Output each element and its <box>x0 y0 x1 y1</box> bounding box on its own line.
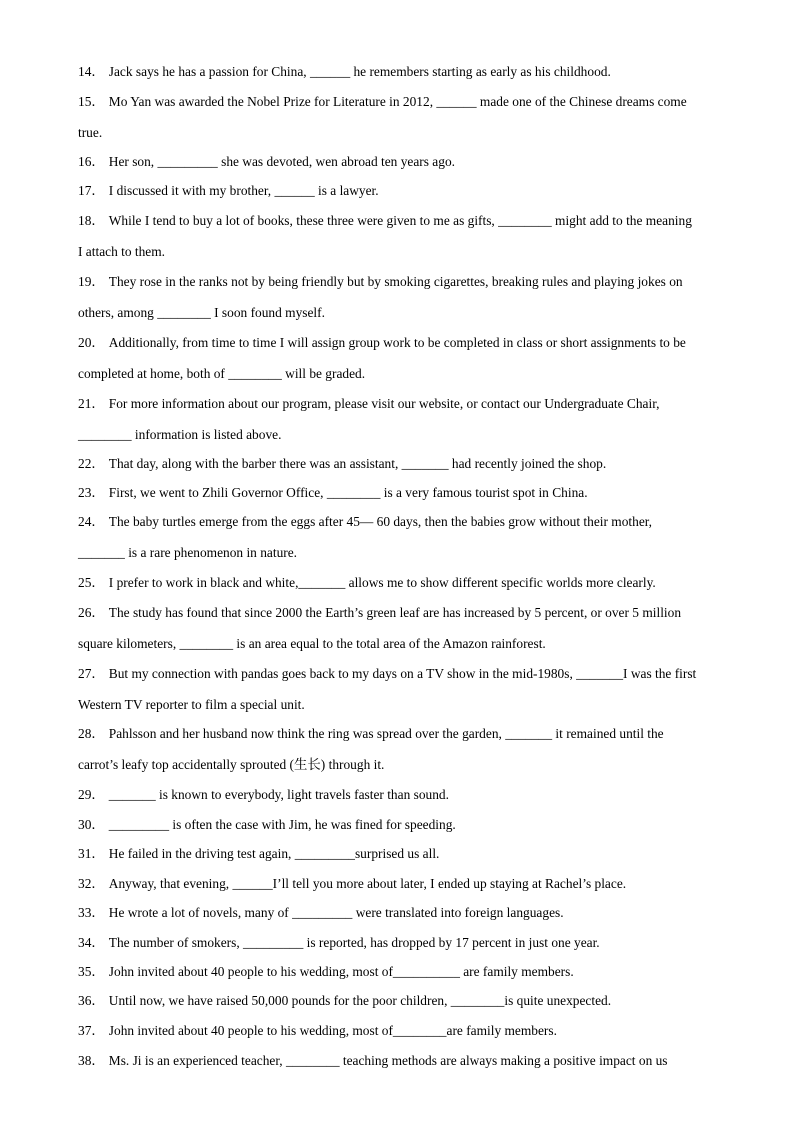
question-text: Pahlsson and her husband now think the ring was spread over the garden, _______ it remained until the <box>108 726 664 741</box>
question-text: Until now, we have raised 50,000 pounds for the poor children, ________is quite unexpected. <box>108 993 612 1008</box>
question-number: 36． <box>78 993 105 1008</box>
question-text: The study has found that since 2000 the Earth’s green leaf are has increased by 5 percent, or over 5 million <box>108 605 682 620</box>
question-line <box>78 846 738 862</box>
question-line <box>78 396 738 412</box>
question-line <box>78 514 738 530</box>
question-text: The number of smokers, _________ is reported, has dropped by 17 percent in just one year. <box>108 935 600 950</box>
question-text: ________ information is listed above. <box>78 427 282 442</box>
question-text: The baby turtles emerge from the eggs after 45— 60 days, then the babies grow without their mother, <box>108 514 653 529</box>
question-text: He wrote a lot of novels, many of _________ were translated into foreign languages. <box>108 905 564 920</box>
question-text: carrot’s leafy top accidentally sprouted (生长) through it. <box>78 757 385 772</box>
question-text: John invited about 40 people to his wedding, most of__________ are family members. <box>108 964 574 979</box>
question-number: 37． <box>78 1023 105 1038</box>
question-text: Mo Yan was awarded the Nobel Prize for Literature in 2012, ______ made one of the Chinese dreams come <box>108 94 687 109</box>
question-number: 31． <box>78 846 105 861</box>
question-text: Additionally, from time to time I will assign group work to be completed in class or short assignments to be <box>108 335 686 350</box>
question-line <box>78 154 738 170</box>
question-continuation-line <box>78 366 738 382</box>
question-line <box>78 485 738 501</box>
question-line <box>78 456 738 472</box>
question-number: 19． <box>78 274 105 289</box>
question-text: square kilometers, ________ is an area equal to the total area of the Amazon rainforest. <box>78 636 546 651</box>
question-number: 34． <box>78 935 105 950</box>
question-line <box>78 213 738 229</box>
question-number: 14． <box>78 64 105 79</box>
question-text: But my connection with pandas goes back to my days on a TV show in the mid-1980s, _______I was the first <box>108 666 697 681</box>
question-text: Anyway, that evening, ______I’ll tell you more about later, I ended up staying at Rachel’s place. <box>108 876 627 891</box>
question-line <box>78 605 738 621</box>
question-continuation-line <box>78 125 738 141</box>
question-line <box>78 817 738 833</box>
question-number: 25． <box>78 575 105 590</box>
question-number: 20． <box>78 335 105 350</box>
question-line <box>78 1053 738 1069</box>
question-line <box>78 993 738 1009</box>
question-line <box>78 726 738 742</box>
question-line <box>78 183 738 199</box>
question-line <box>78 787 738 803</box>
question-line <box>78 935 738 951</box>
question-text: _________ is often the case with Jim, he was fined for speeding. <box>108 817 456 832</box>
question-number: 30． <box>78 817 105 832</box>
question-number: 38． <box>78 1053 105 1068</box>
question-line <box>78 1023 738 1039</box>
question-continuation-line <box>78 545 738 561</box>
question-line <box>78 666 738 682</box>
question-line <box>78 905 738 921</box>
question-number: 16． <box>78 154 105 169</box>
question-text: I prefer to work in black and white,_______ allows me to show different specific worlds more clearly. <box>108 575 656 590</box>
question-continuation-line <box>78 757 738 773</box>
question-line <box>78 876 738 892</box>
question-text: Western TV reporter to film a special unit. <box>78 697 305 712</box>
question-text: Jack says he has a passion for China, ______ he remembers starting as early as his childhood. <box>108 64 611 79</box>
question-number: 35． <box>78 964 105 979</box>
question-text: true. <box>78 125 103 140</box>
question-text: He failed in the driving test again, _________surprised us all. <box>108 846 440 861</box>
question-text: They rose in the ranks not by being friendly but by smoking cigarettes, breaking rules and playing jokes on <box>108 274 683 289</box>
question-text: That day, along with the barber there was an assistant, _______ had recently joined the shop. <box>108 456 607 471</box>
question-text: I discussed it with my brother, ______ is a lawyer. <box>108 183 379 198</box>
question-text: completed at home, both of ________ will be graded. <box>78 366 366 381</box>
question-text: First, we went to Zhili Governor Office, ________ is a very famous tourist spot in China. <box>108 485 588 500</box>
question-number: 29． <box>78 787 105 802</box>
question-text: others, among ________ I soon found myself. <box>78 305 325 320</box>
question-number: 23． <box>78 485 105 500</box>
question-text: Ms. Ji is an experienced teacher, ________ teaching methods are always making a positive impact on us <box>108 1053 668 1068</box>
question-line <box>78 274 738 290</box>
question-text: Her son, _________ she was devoted, wen abroad ten years ago. <box>108 154 455 169</box>
question-number: 18． <box>78 213 105 228</box>
question-number: 22． <box>78 456 105 471</box>
question-text: While I tend to buy a lot of books, these three were given to me as gifts, ________ might add to the meaning <box>108 213 692 228</box>
question-continuation-line <box>78 636 738 652</box>
question-continuation-line <box>78 697 738 713</box>
question-number: 28． <box>78 726 105 741</box>
question-number: 21． <box>78 396 105 411</box>
question-number: 32． <box>78 876 105 891</box>
question-text: For more information about our program, please visit our website, or contact our Undergraduate Chair, <box>108 396 660 411</box>
question-number: 15． <box>78 94 105 109</box>
question-number: 24． <box>78 514 105 529</box>
question-continuation-line <box>78 244 738 260</box>
question-continuation-line <box>78 427 738 443</box>
question-text: _______ is known to everybody, light travels faster than sound. <box>108 787 449 802</box>
question-number: 26． <box>78 605 105 620</box>
question-line <box>78 64 738 80</box>
question-line <box>78 575 738 591</box>
question-continuation-line <box>78 305 738 321</box>
question-line <box>78 335 738 351</box>
question-line <box>78 964 738 980</box>
question-number: 33． <box>78 905 105 920</box>
question-text: _______ is a rare phenomenon in nature. <box>78 545 298 560</box>
question-text: John invited about 40 people to his wedding, most of________are family members. <box>108 1023 557 1038</box>
question-text: I attach to them. <box>78 244 166 259</box>
question-number: 27． <box>78 666 105 681</box>
question-line <box>78 94 738 110</box>
question-number: 17． <box>78 183 105 198</box>
